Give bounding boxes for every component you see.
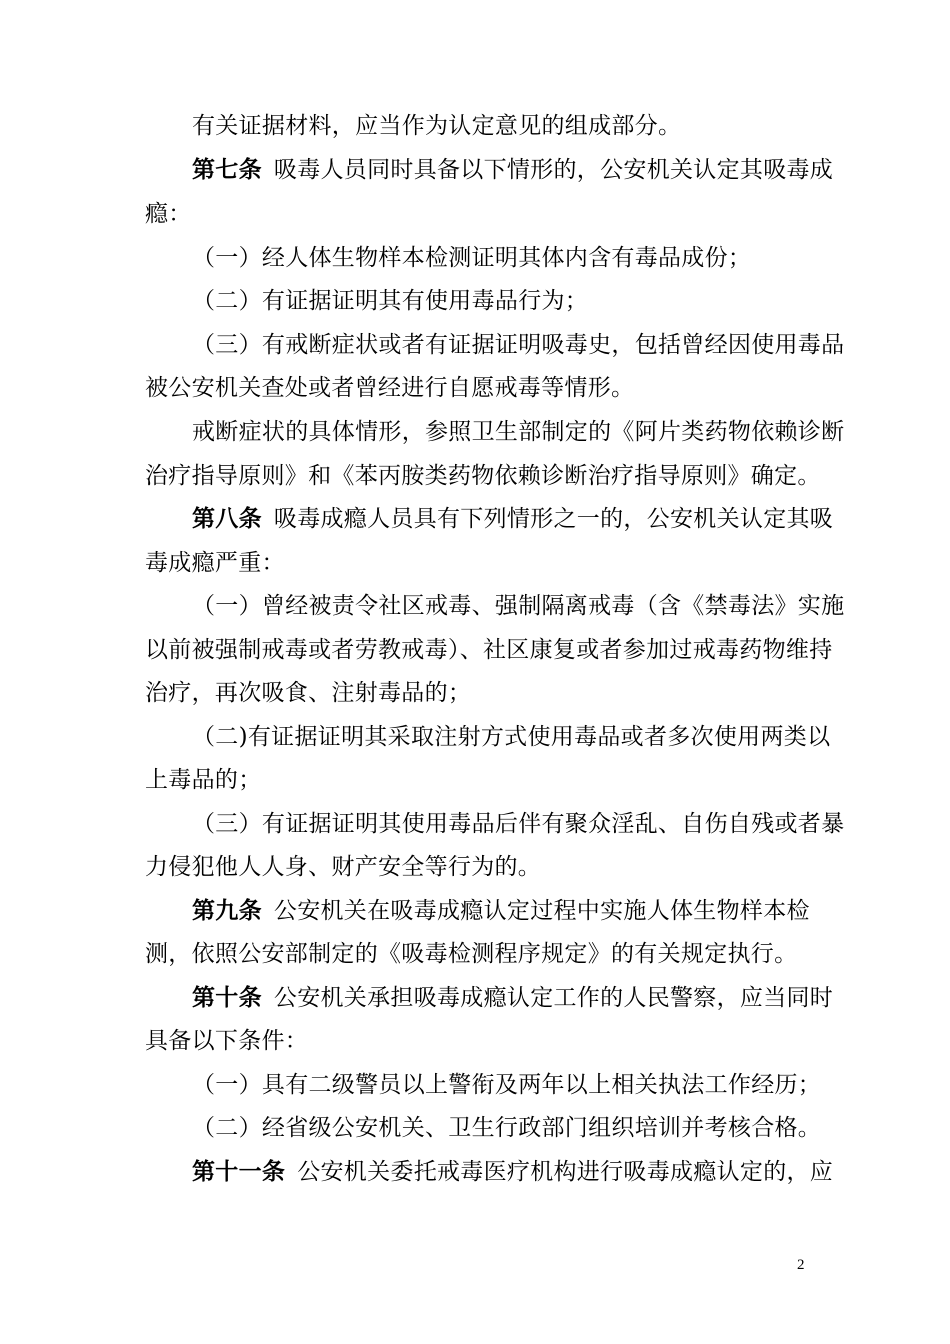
text-line: 具备以下条件：: [145, 1028, 309, 1054]
article-10-line: [192, 983, 862, 1013]
text-line: （一）曾经被责令社区戒毒、强制隔离戒毒（含《禁毒法》实施: [192, 593, 845, 619]
text-line: 有关证据材料，应当作为认定意见的组成部分。: [192, 113, 682, 139]
text-line: （二）有证据证明其有使用毒品行为；: [192, 288, 589, 314]
article-7-line: [192, 155, 862, 185]
text-line: 以前被强制戒毒或者劳教戒毒）、社区康复或者参加过戒毒药物维持: [145, 637, 833, 663]
text-line: （三）有戒断症状或者有证据证明吸毒史，包括曾经因使用毒品: [192, 332, 845, 358]
text-line: 治疗指导原则》和《苯丙胺类药物依赖诊断治疗指导原则》确定。: [145, 463, 821, 489]
text-line: 治疗，再次吸食、注射毒品的；: [145, 680, 472, 706]
text-line: 力侵犯他人人身、财产安全等行为的。: [145, 854, 542, 880]
article-heading: 第八条: [192, 505, 262, 532]
article-heading: 第九条: [192, 897, 262, 924]
text-line: 戒断症状的具体情形，参照卫生部制定的《阿片类药物依赖诊断: [192, 419, 845, 445]
article-text: 公安机关承担吸毒成瘾认定工作的人民警察，应当同时: [273, 985, 834, 1011]
text-line: 测，依照公安部制定的《吸毒检测程序规定》的有关规定执行。: [145, 941, 798, 967]
text-line: （一）经人体生物样本检测证明其体内含有毒品成份；: [192, 245, 752, 271]
page-number: 2: [797, 1257, 805, 1273]
article-9-line: [192, 896, 862, 926]
article-heading: 第十一条: [192, 1158, 286, 1185]
text-line: （三）有证据证明其使用毒品后伴有聚众淫乱、自伤自残或者暴: [192, 811, 845, 837]
article-11-line: [192, 1157, 862, 1187]
text-line: （二)有证据证明其采取注射方式使用毒品或者多次使用两类以: [192, 724, 831, 750]
text-line: 被公安机关查处或者曾经进行自愿戒毒等情形。: [145, 375, 635, 401]
article-heading: 第十条: [192, 984, 262, 1011]
text-line: （二）经省级公安机关、卫生行政部门组织培训并考核合格。: [192, 1115, 822, 1141]
article-8-line: [192, 504, 862, 534]
article-text: 吸毒成瘾人员具有下列情形之一的，公安机关认定其吸: [273, 506, 834, 532]
article-heading: 第七条: [192, 156, 262, 183]
article-text: 公安机关委托戒毒医疗机构进行吸毒成瘾认定的，应: [297, 1159, 834, 1185]
article-text: 吸毒人员同时具备以下情形的，公安机关认定其吸毒成: [273, 157, 834, 183]
text-line: 瘾：: [145, 201, 192, 227]
article-text: 公安机关在吸毒成瘾认定过程中实施人体生物样本检: [273, 898, 810, 924]
text-line: 毒成瘾严重：: [145, 550, 285, 576]
text-line: 上毒品的；: [145, 767, 262, 793]
text-line: （一）具有二级警员以上警衔及两年以上相关执法工作经历；: [192, 1072, 822, 1098]
